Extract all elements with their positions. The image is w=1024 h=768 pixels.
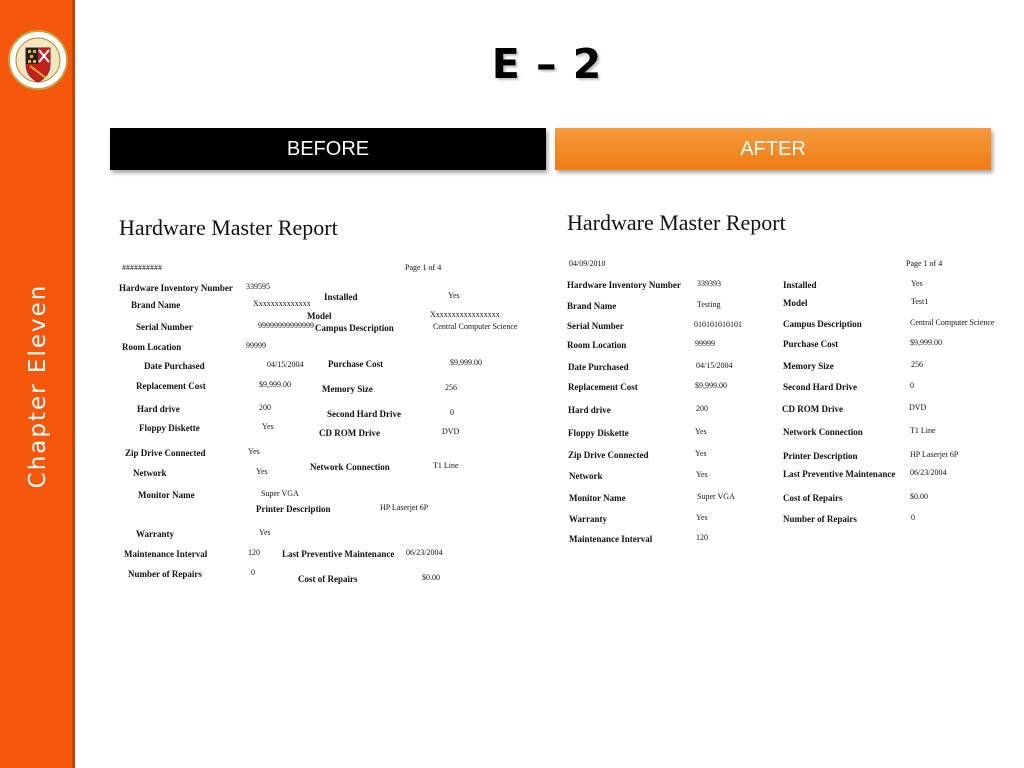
after-value-network: Yes — [696, 470, 708, 479]
before-label-date-purchased: Date Purchased — [144, 361, 205, 371]
before-label-cd-rom-drive: CD ROM Drive — [319, 428, 380, 438]
before-page-number: Page 1 of 4 — [405, 263, 442, 272]
before-value-network: Yes — [256, 467, 268, 476]
after-value-floppy-diskette: Yes — [695, 427, 707, 436]
before-label-floppy-diskette: Floppy Diskette — [139, 423, 200, 433]
before-value-hardware-inventory-number: 339595 — [246, 282, 270, 291]
after-value-room-location: 99999 — [695, 339, 715, 348]
after-label-hardware-inventory-number: Hardware Inventory Number — [567, 280, 681, 290]
before-label-maintenance-interval: Maintenance Interval — [124, 549, 208, 559]
before-value-network-connection: T1 Line — [433, 461, 459, 470]
after-value-hard-drive: 200 — [696, 404, 708, 413]
after-value-memory-size: 256 — [911, 360, 923, 369]
before-value-cd-rom-drive: DVD — [442, 427, 460, 436]
after-label-memory-size: Memory Size — [783, 361, 834, 371]
after-value-campus-description: Central Computer Science — [910, 318, 995, 327]
after-label-serial-number: Serial Number — [567, 321, 624, 331]
before-label-campus-description: Campus Description — [315, 323, 394, 333]
before-label-memory-size: Memory Size — [322, 384, 373, 394]
before-value-zip-drive-connected: Yes — [248, 447, 260, 456]
before-value-monitor-name: Super VGA — [261, 489, 299, 498]
after-label-number-of-repairs: Number of Repairs — [783, 514, 857, 524]
before-label-number-of-repairs: Number of Repairs — [128, 569, 202, 579]
before-value-date-purchased: 04/15/2004 — [267, 360, 304, 369]
before-label-serial-number: Serial Number — [136, 322, 193, 332]
after-value-date-purchased: 04/15/2004 — [696, 361, 733, 370]
after-label-zip-drive-connected: Zip Drive Connected — [568, 450, 649, 460]
after-label-model: Model — [783, 298, 808, 308]
after-label-monitor-name: Monitor Name — [569, 493, 626, 503]
after-value-serial-number: 010101010101 — [694, 320, 742, 329]
before-label-printer-description: Printer Description — [256, 504, 331, 514]
after-header: AFTER — [555, 128, 991, 170]
after-label-brand-name: Brand Name — [567, 301, 617, 311]
after-label-floppy-diskette: Floppy Diskette — [568, 428, 629, 438]
before-value-printer-description: HP Laserjet 6P — [380, 503, 429, 512]
after-report — [555, 205, 995, 565]
before-value-hard-drive: 200 — [259, 403, 271, 412]
after-label-last-preventive-maintenance: Last Preventive Maintenance — [783, 469, 896, 479]
after-value-last-preventive-maintenance: 06/23/2004 — [910, 468, 947, 477]
after-value-number-of-repairs: 0 — [911, 513, 915, 522]
after-label-warranty: Warranty — [569, 514, 607, 524]
after-label-network-connection: Network Connection — [783, 427, 863, 437]
university-seal-icon — [8, 26, 68, 96]
before-label-monitor-name: Monitor Name — [138, 490, 195, 500]
before-label-replacement-cost: Replacement Cost — [136, 381, 206, 391]
before-label-warranty: Warranty — [136, 529, 174, 539]
before-value-last-preventive-maintenance: 06/23/2004 — [406, 548, 443, 557]
before-value-model: Xxxxxxxxxxxxxxxxx — [430, 310, 500, 319]
before-label-hard-drive: Hard drive — [137, 404, 180, 414]
after-label-date-purchased: Date Purchased — [568, 362, 629, 372]
before-label-second-hard-drive: Second Hard Drive — [327, 409, 401, 419]
before-value-memory-size: 256 — [445, 383, 457, 392]
sidebar — [0, 0, 75, 768]
after-value-cost-of-repairs: $0.00 — [910, 492, 928, 501]
before-label-purchase-cost: Purchase Cost — [328, 359, 384, 369]
after-value-hardware-inventory-number: 339393 — [697, 279, 721, 288]
before-value-number-of-repairs: 0 — [251, 568, 255, 577]
before-label-model: Model — [307, 311, 332, 321]
before-header: BEFORE — [110, 128, 546, 170]
after-value-warranty: Yes — [696, 513, 708, 522]
before-value-second-hard-drive: 0 — [450, 408, 454, 417]
after-date: 04/09/2010 — [569, 259, 606, 268]
slide-title: E – 2 — [491, 40, 603, 88]
before-date: ########## — [122, 263, 162, 272]
before-value-warranty: Yes — [259, 528, 271, 537]
before-label-network: Network — [133, 468, 167, 478]
before-value-room-location: 99999 — [246, 341, 266, 350]
after-value-second-hard-drive: 0 — [910, 381, 914, 390]
after-value-purchase-cost: $9,999.00 — [910, 338, 942, 347]
after-value-printer-description: HP Laserjet 6P — [910, 450, 959, 459]
after-label-room-location: Room Location — [567, 340, 627, 350]
after-label-maintenance-interval: Maintenance Interval — [569, 534, 653, 544]
before-label-last-preventive-maintenance: Last Preventive Maintenance — [282, 549, 395, 559]
after-report-title: Hardware Master Report — [567, 210, 786, 235]
after-value-installed: Yes — [911, 279, 923, 288]
before-label-network-connection: Network Connection — [310, 462, 390, 472]
after-value-maintenance-interval: 120 — [696, 533, 708, 542]
chapter-label: Chapter Eleven — [25, 283, 51, 489]
before-label-installed: Installed — [324, 292, 358, 302]
after-value-cd-rom-drive: DVD — [909, 403, 927, 412]
before-label-cost-of-repairs: Cost of Repairs — [298, 574, 358, 584]
after-value-replacement-cost: $9,999.00 — [695, 381, 727, 390]
after-label-second-hard-drive: Second Hard Drive — [783, 382, 857, 392]
after-label-network: Network — [569, 471, 603, 481]
after-value-zip-drive-connected: Yes — [695, 449, 707, 458]
after-page-number: Page 1 of 4 — [906, 259, 943, 268]
before-value-installed: Yes — [448, 291, 460, 300]
before-label-zip-drive-connected: Zip Drive Connected — [125, 448, 206, 458]
before-value-maintenance-interval: 120 — [248, 548, 260, 557]
before-value-serial-number: 99999999999999 — [258, 321, 314, 330]
after-label-printer-description: Printer Description — [783, 451, 858, 461]
before-label-room-location: Room Location — [122, 342, 182, 352]
before-value-cost-of-repairs: $0.00 — [422, 573, 440, 582]
before-report — [110, 205, 550, 595]
after-value-monitor-name: Super VGA — [697, 492, 735, 501]
before-value-floppy-diskette: Yes — [262, 422, 274, 431]
after-label-campus-description: Campus Description — [783, 319, 862, 329]
before-label-hardware-inventory-number: Hardware Inventory Number — [119, 283, 233, 293]
before-value-purchase-cost: $9,999.00 — [450, 358, 482, 367]
after-label-purchase-cost: Purchase Cost — [783, 339, 839, 349]
before-value-campus-description: Central Computer Science — [433, 322, 518, 331]
after-label-cd-rom-drive: CD ROM Drive — [782, 404, 843, 414]
after-value-network-connection: T1 Line — [910, 426, 936, 435]
after-value-brand-name: Testing — [697, 300, 721, 309]
before-report-title: Hardware Master Report — [119, 215, 338, 240]
before-value-brand-name: Xxxxxxxxxxxxxx — [253, 299, 311, 308]
before-value-replacement-cost: $9,999.00 — [259, 380, 291, 389]
after-value-model: Test1 — [911, 297, 929, 306]
before-label-brand-name: Brand Name — [131, 300, 181, 310]
after-label-replacement-cost: Replacement Cost — [568, 382, 638, 392]
after-label-installed: Installed — [783, 280, 817, 290]
after-label-cost-of-repairs: Cost of Repairs — [783, 493, 843, 503]
after-label-hard-drive: Hard drive — [568, 405, 611, 415]
